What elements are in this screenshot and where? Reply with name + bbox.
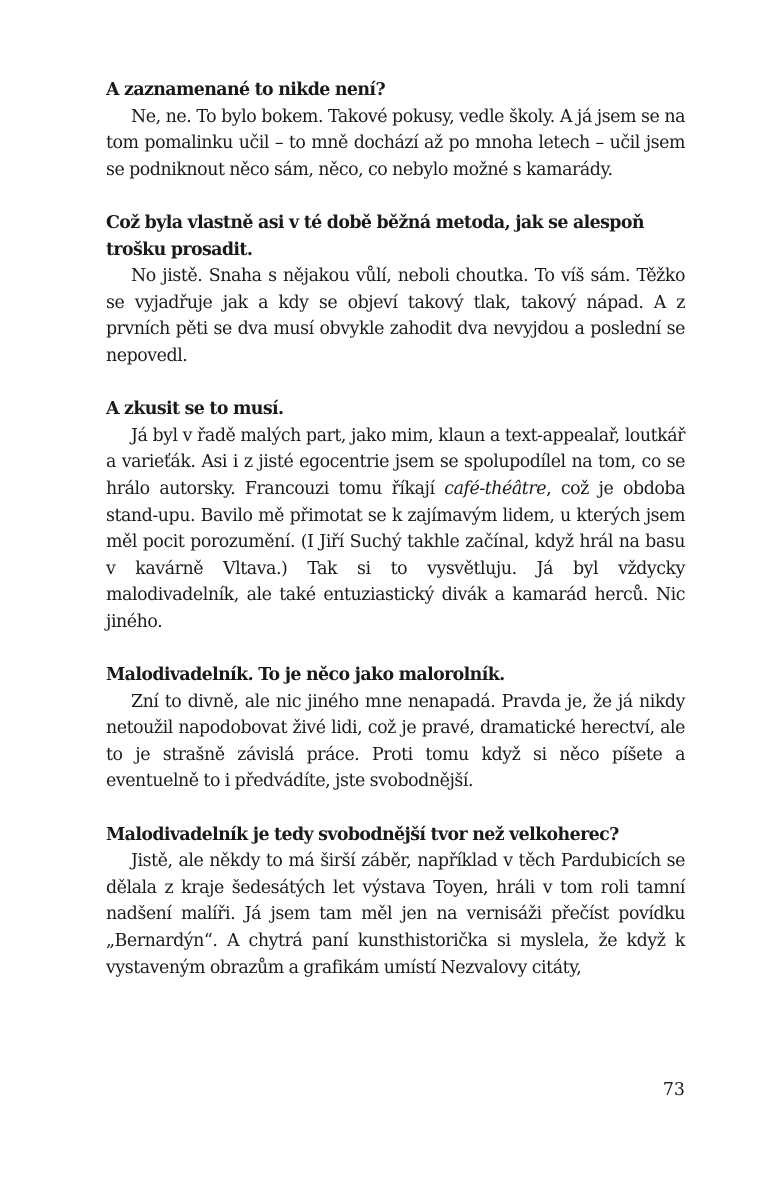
page-number: 73 [662,1080,685,1100]
question-1: A zaznamenané to nikde není? [106,80,386,100]
question-5: Malodivadelník je tedy svobodnější tvor než velkoherec? [106,824,619,845]
question-2: Což byla vlastně asi v té době běžná metoda, jak se alespoň trošku prosadit. [106,212,644,260]
answer-4: Zní to divně, ale nic jiného mne nenapadá. Pravda je, že já nikdy netoužil napodobovat živé lidi, což je pravé, dramatické herectví, ale to je strašně závislá práce. Proti tomu když si něco píšete a eventuelně to i předvádíte, jste svobodnější. [106,691,685,792]
qa-block-1 [106,77,685,183]
qa-block-2 [106,210,685,370]
qa-block-4 [106,662,685,795]
answer-5: Jistě, ale někdy to má širší záběr, například v těch Pardubicích se dělala z kraje šedesátých let výstava Toyen, hráli v tom roli tamní nadšení malíři. Já jsem tam měl jen na vernisáži přečíst povídku „Bernardýn“. A chytrá paní kunsthistorička si myslela, že když k vystaveným obrazům a grafikám umístí Nezvalovy citáty, [106,851,685,978]
qa-block-5 [106,822,685,982]
answer-1: Ne, ne. To bylo bokem. Takové pokusy, vedle školy. A já jsem se na tom pomalinku učil – to mně dochází až po mnoha letech – učil jsem se podniknout něco sám, něco, co nebylo možné s kamarády. [106,106,685,180]
question-4: Malodivadelník. To je něco jako malorolník. [106,665,505,686]
qa-block-3 [106,396,685,635]
question-3: A zkusit se to musí. [106,399,284,420]
answer-3-italic-term: café-théâtre [444,478,547,499]
answer-3 [106,423,685,636]
interview-text [106,77,685,1008]
answer-2: No jistě. Snaha s nějakou vůlí, neboli choutka. To víš sám. Těžko se vyjadřuje jak a kdy se objeví takový tlak, takový nápad. A z prvních pěti se dva musí obvykle zahodit dva nevyjdou a poslední se nepovedl. [106,266,685,366]
answer-3-part-2: , což je obdoba stand-upu. Bavilo mě přimotat se k zajímavým lidem, u kterých jsem měl pocit porozumění. (I Jiří Suchý takhle začínal, když hrál na basu v kavárně Vltava.) Tak si to vysvětluju. Já byl vždycky malodivadelník, ale také entuziastický divák a kamarád herců. Nic jiného. [106,478,685,632]
answer-3-part-1: Já byl v řadě malých part, jako mim, klaun a text-appealař, loutkář a varieťák. Asi i z jisté egocentrie jsem se spolupodílel na tom, co se hrálo autorsky. Francouzi tomu říkají [106,425,685,499]
